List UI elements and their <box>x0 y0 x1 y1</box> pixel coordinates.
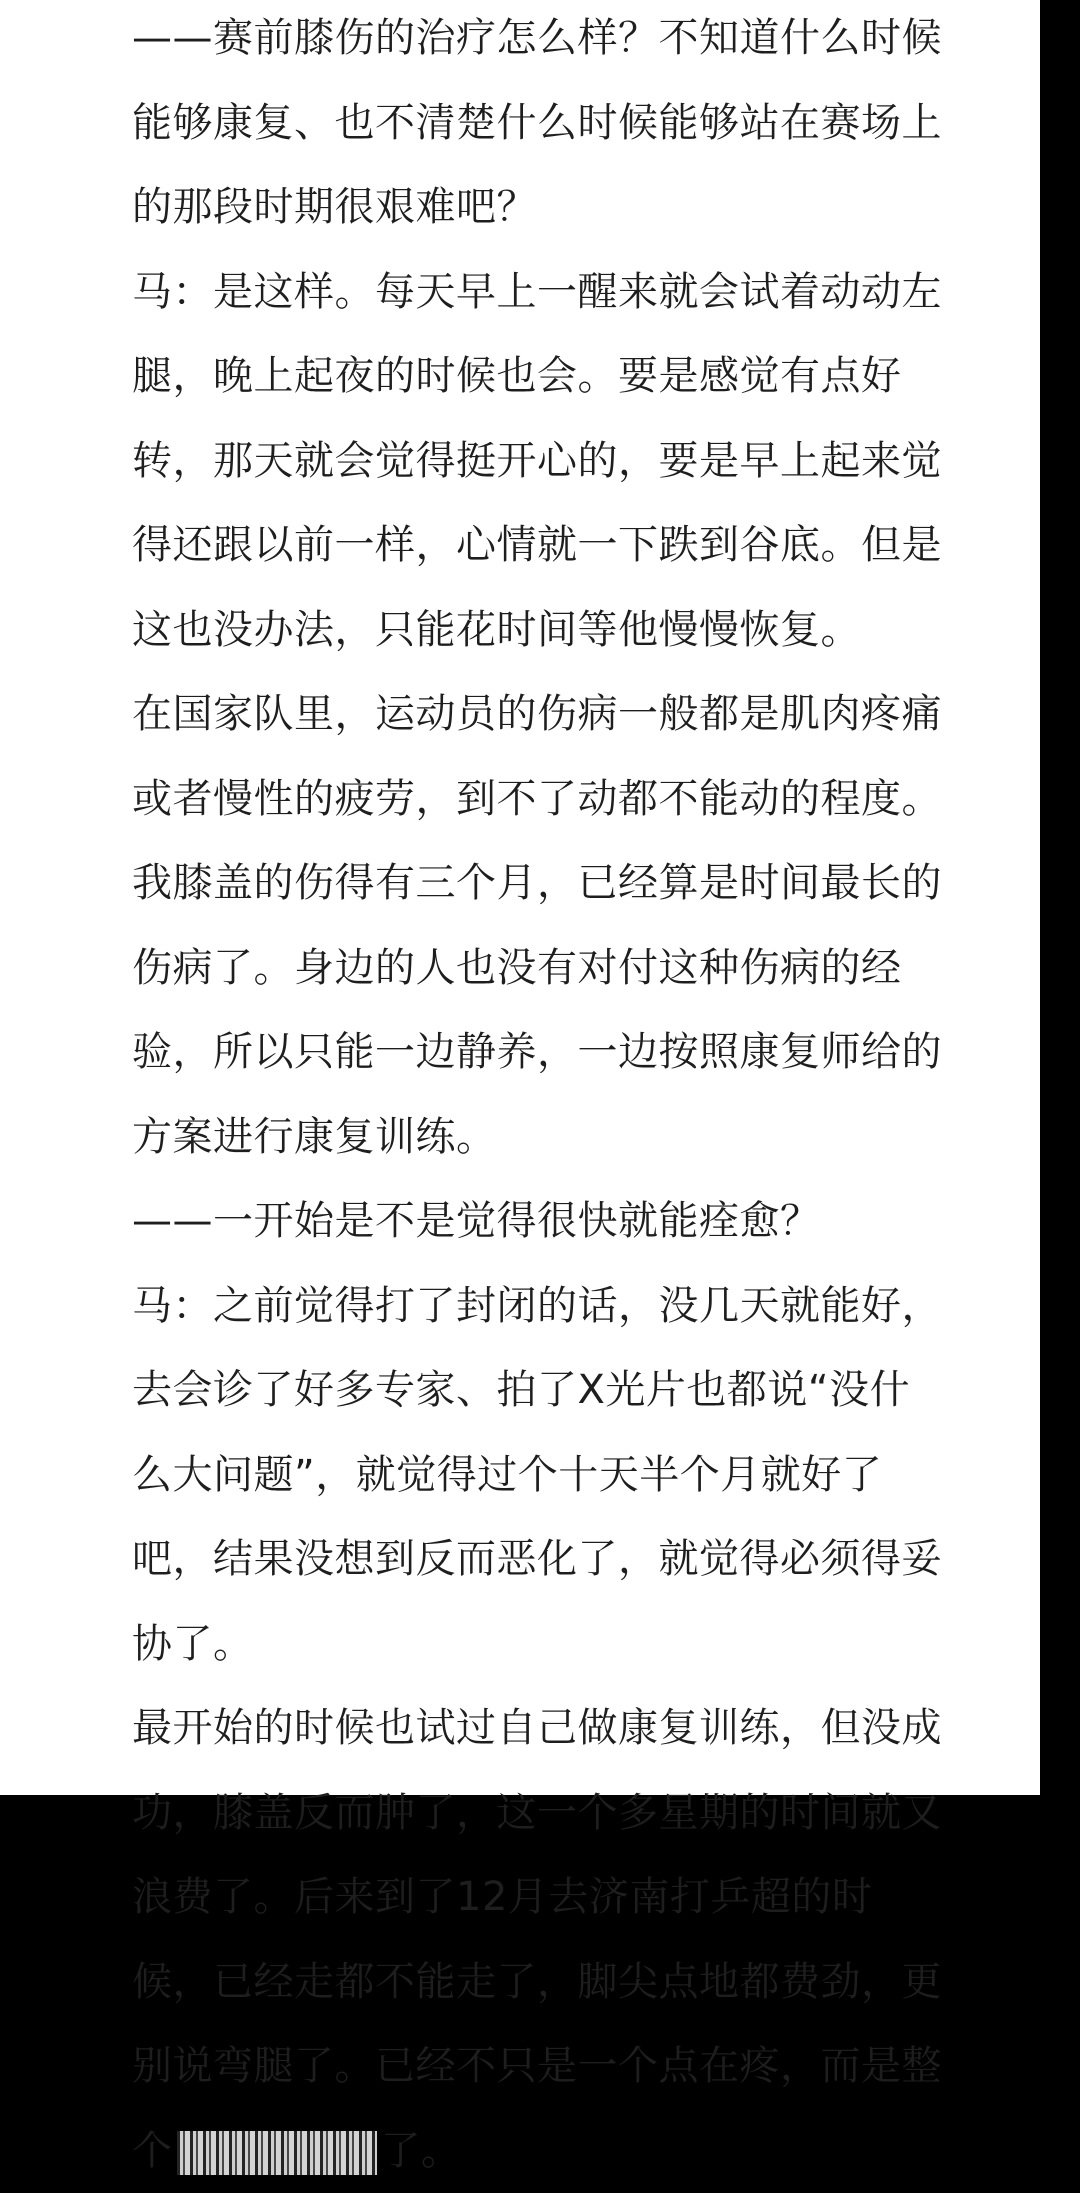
text-line: 浪费了。后来到了12月去济南打乒超的时 <box>132 1855 962 1940</box>
text-line: 候，已经走都不能走了，脚尖点地都费劲，更 <box>132 1940 962 2025</box>
text-line: 转，那天就会觉得挺开心的，要是早上起来觉 <box>132 419 962 504</box>
text-line: ——一开始是不是觉得很快就能痊愈？ <box>132 1179 962 1264</box>
garbled-text-region <box>177 2131 377 2175</box>
text-line: 去会诊了好多专家、拍了X光片也都说“没什 <box>132 1348 962 1433</box>
text-line: 么大问题”，就觉得过个十天半个月就好了 <box>132 1433 962 1518</box>
text-line: 吧，结果没想到反而恶化了，就觉得必须得妥 <box>132 1517 962 1602</box>
right-edge-strip <box>1040 0 1080 1795</box>
text-line: 腿，晚上起夜的时候也会。要是感觉有点好 <box>132 334 962 419</box>
text-line: 在国家队里，运动员的伤病一般都是肌肉疼痛 <box>132 672 962 757</box>
text-line: 能够康复、也不清楚什么时候能够站在赛场上 <box>132 81 962 166</box>
text-line: 这也没办法，只能花时间等他慢慢恢复。 <box>132 588 962 673</box>
text-line: 验，所以只能一边静养，一边按照康复师给的 <box>132 1010 962 1095</box>
text-line: 马：之前觉得打了封闭的话，没几天就能好， <box>132 1264 962 1349</box>
text-line: 得还跟以前一样，心情就一下跌到谷底。但是 <box>132 503 962 588</box>
text-line: 别说弯腿了。已经不只是一个点在疼，而是整 <box>132 2024 962 2109</box>
text-line: 或者慢性的疲劳，到不了动都不能动的程度。 <box>132 757 962 842</box>
text-line: 我膝盖的伤得有三个月，已经算是时间最长的 <box>132 841 962 926</box>
text-line: ——赛前膝伤的治疗怎么样？不知道什么时候 <box>132 0 962 81</box>
text-line-last <box>132 2109 962 2193</box>
text-line: 协了。 <box>132 1602 962 1687</box>
text-line: 马：是这样。每天早上一醒来就会试着动动左 <box>132 250 962 335</box>
article-text <box>132 0 962 2193</box>
last-line-start: 个 <box>132 2128 173 2174</box>
text-line: 功，膝盖反而肿了，这一个多星期的时间就又 <box>132 1771 962 1856</box>
text-line: 最开始的时候也试过自己做康复训练，但没成 <box>132 1686 962 1771</box>
text-line: 的那段时期很艰难吧？ <box>132 165 962 250</box>
text-line: 方案进行康复训练。 <box>132 1095 962 1180</box>
last-line-end: 了。 <box>381 2128 462 2174</box>
text-line: 伤病了。身边的人也没有对付这种伤病的经 <box>132 926 962 1011</box>
